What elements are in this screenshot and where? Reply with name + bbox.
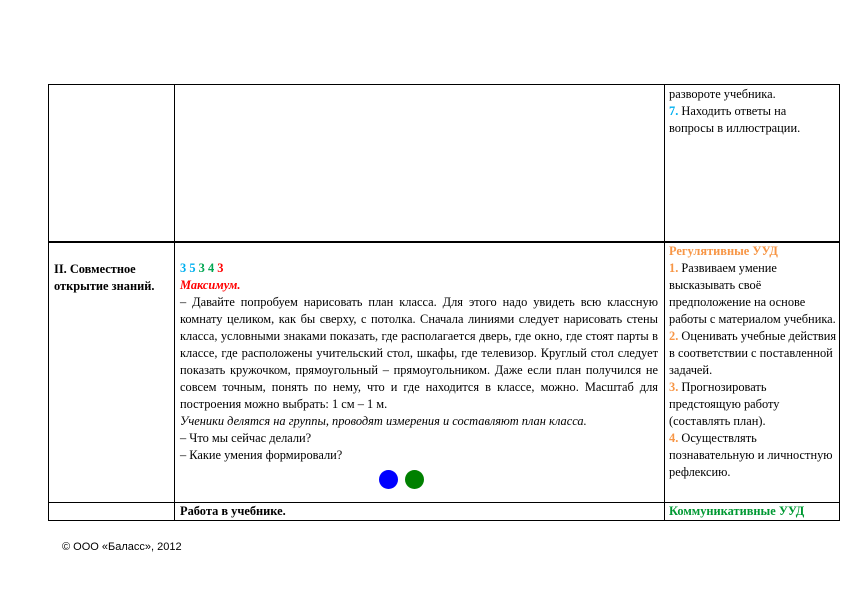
students-instruction: Ученики делятся на группы, проводят измерения и составляют план класса. bbox=[180, 414, 587, 428]
item-number-7: 7. bbox=[669, 104, 679, 118]
lesson-table bbox=[48, 84, 840, 521]
table-left-border bbox=[48, 84, 49, 521]
uud-num-1: 1. bbox=[669, 261, 679, 275]
level-num-5: 3 bbox=[217, 261, 224, 275]
col-divider-1 bbox=[174, 84, 175, 521]
question-1: – Что мы сейчас делали? bbox=[180, 431, 312, 445]
uud-text-1: Развиваем умение высказывать своё предположение на основе работы с материалом учебника. bbox=[669, 261, 836, 326]
uud-num-4: 4. bbox=[669, 431, 679, 445]
uud-num-3: 3. bbox=[669, 380, 679, 394]
communicative-uud-title: Коммуникативные УУД bbox=[669, 504, 805, 518]
textbook-work-cell bbox=[180, 503, 658, 520]
level-num-2: 5 bbox=[189, 261, 196, 275]
textbook-work-label: Работа в учебнике. bbox=[180, 504, 286, 518]
stage-title: II. Совместное открытие знаний. bbox=[54, 262, 155, 293]
level-numbers bbox=[180, 260, 658, 277]
row1-right-line1: развороте учебника. bbox=[669, 87, 776, 101]
uud-text-3: Прогнозировать предстоящую работу (составлять план). bbox=[669, 380, 780, 428]
communicative-uud-cell bbox=[669, 503, 837, 520]
uud-num-2: 2. bbox=[669, 329, 679, 343]
task-paragraph: – Давайте попробуем нарисовать план класса. Для этого надо увидеть всю классную комнату целиком, как бы сверху, с потолка. Сначала линиями следует нарисовать стены класса, условными знаками показать, где располагается дверь, где окно, где стоят парты в классе, где расположены учительский стол, шкафы, где телевизор. Круглый стол следует показать кружочком, прямоугольный – прямоугольником. Даже если план получился не совсем точным, понять по нему, что и где находится в классе, можно. Масштаб для построения можно выбрать: 1 см – 1 м. bbox=[180, 295, 658, 411]
uud-cell bbox=[669, 243, 837, 481]
regulatory-uud-title: Регулятивные УУД bbox=[669, 244, 778, 258]
uud-item-3 bbox=[669, 379, 837, 430]
row1-right-cell bbox=[669, 86, 837, 137]
level-num-1: 3 bbox=[180, 261, 187, 275]
row1-right-line3: вопросы в иллюстрации. bbox=[669, 121, 801, 135]
activity-cell bbox=[180, 260, 658, 464]
green-circle-icon bbox=[405, 470, 424, 489]
blue-circle-icon bbox=[379, 470, 398, 489]
table-bottom-border bbox=[48, 520, 840, 521]
uud-text-4: Осуществлять познавательную и личностную рефлексию. bbox=[669, 431, 833, 479]
copyright-footer: © ООО «Баласс», 2012 bbox=[62, 541, 182, 553]
level-num-4: 4 bbox=[207, 261, 215, 275]
table-top-border bbox=[48, 84, 840, 85]
row1-right-item7 bbox=[669, 103, 837, 120]
uud-item-1 bbox=[669, 260, 837, 328]
stage-cell bbox=[54, 261, 170, 295]
maximum-label: Максимум. bbox=[180, 278, 241, 292]
col-divider-2 bbox=[664, 84, 665, 521]
table-right-border bbox=[839, 84, 840, 521]
uud-item-2 bbox=[669, 328, 837, 379]
row1-right-line2: Находить ответы на bbox=[678, 104, 787, 118]
question-2: – Какие умения формировали? bbox=[180, 448, 343, 462]
level-num-3: 3 bbox=[198, 261, 205, 275]
uud-item-4 bbox=[669, 430, 837, 481]
uud-text-2: Оценивать учебные действия в соответствии с поставленной задачей. bbox=[669, 329, 837, 377]
